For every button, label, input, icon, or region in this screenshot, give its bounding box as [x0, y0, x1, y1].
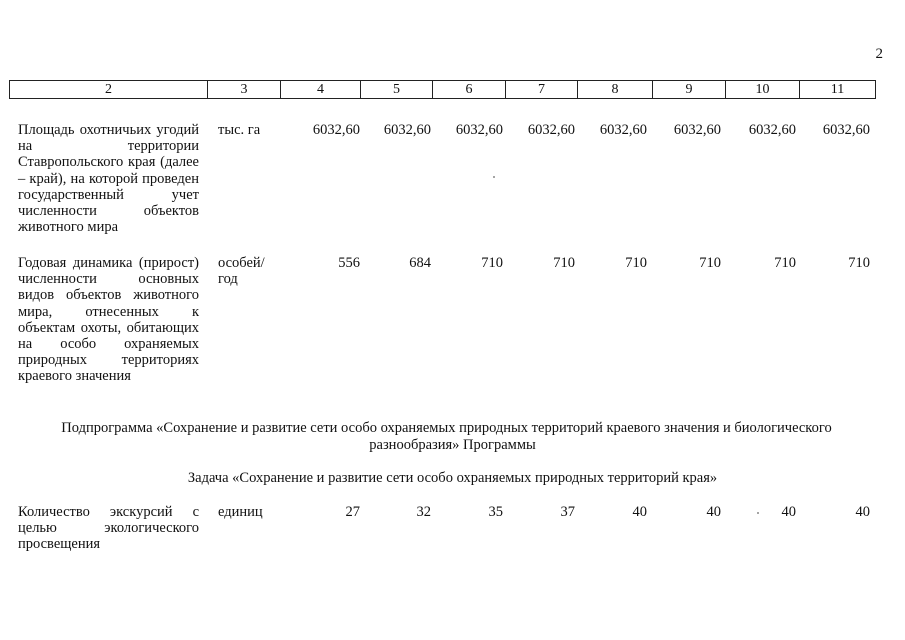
column-header: 11	[800, 81, 876, 99]
indicator-value: 6032,60	[673, 122, 721, 138]
indicator-value: 27	[345, 504, 360, 520]
column-header: 8	[578, 81, 653, 99]
indicator-value: 40	[781, 504, 796, 520]
subprogram-heading-line: Подпрограмма «Сохранение и развитие сети особо охраняемых природных территорий краевого значения и биологического	[61, 420, 832, 436]
indicator-value: 710	[774, 255, 796, 271]
indicator-value: 40	[855, 504, 870, 520]
indicator-value: 37	[560, 504, 575, 520]
column-header: 4	[281, 81, 361, 99]
indicator-value: 710	[848, 255, 870, 271]
column-header: 2	[10, 81, 208, 99]
indicator-unit: тыс. га	[218, 122, 261, 138]
task-heading: Задача «Сохранение и развитие сети особо охраняемых природных территорий края»	[187, 470, 718, 486]
indicator-value: 32	[416, 504, 431, 520]
indicator-value: 710	[699, 255, 721, 271]
indicator-value: 40	[632, 504, 647, 520]
indicator-label: Площадь охотничьих угодий на территории Ставропольского края (далее – край), на которой проведен государственный учет численности объектов животного мира	[18, 122, 199, 236]
indicator-value: 710	[553, 255, 575, 271]
indicator-value: 684	[409, 255, 431, 271]
page-number: 2	[875, 46, 883, 62]
indicator-value: 710	[625, 255, 647, 271]
indicator-value: 710	[481, 255, 503, 271]
column-header: 6	[433, 81, 506, 99]
indicator-value: 40	[706, 504, 721, 520]
column-header: 3	[208, 81, 281, 99]
column-header: 10	[726, 81, 800, 99]
scan-speck	[757, 512, 759, 514]
indicator-value: 6032,60	[383, 122, 431, 138]
indicator-value: 6032,60	[599, 122, 647, 138]
indicator-value: 35	[488, 504, 503, 520]
indicator-value: 6032,60	[822, 122, 870, 138]
scan-speck	[493, 176, 495, 178]
subprogram-heading-line: разнообразия» Программы	[369, 437, 536, 453]
column-header: 9	[653, 81, 726, 99]
indicator-value: 6032,60	[748, 122, 796, 138]
column-header: 5	[361, 81, 433, 99]
indicator-label: Количество экскурсий с целью экологического просвещения	[18, 504, 199, 553]
indicator-value: 556	[338, 255, 360, 271]
column-header: 7	[506, 81, 578, 99]
indicator-label: Годовая динамика (прирост) численности основных видов объектов животного мира, отнесенных к объектам охоты, обитающих на особо охраняемых природных территориях краевого значения	[18, 255, 199, 385]
indicator-unit: особей/ год	[218, 255, 265, 288]
indicator-value: 6032,60	[455, 122, 503, 138]
subprogram-heading	[0, 420, 905, 454]
indicator-unit: единиц	[218, 504, 263, 520]
indicator-value: 6032,60	[527, 122, 575, 138]
column-number-header	[9, 80, 876, 99]
indicator-value: 6032,60	[312, 122, 360, 138]
